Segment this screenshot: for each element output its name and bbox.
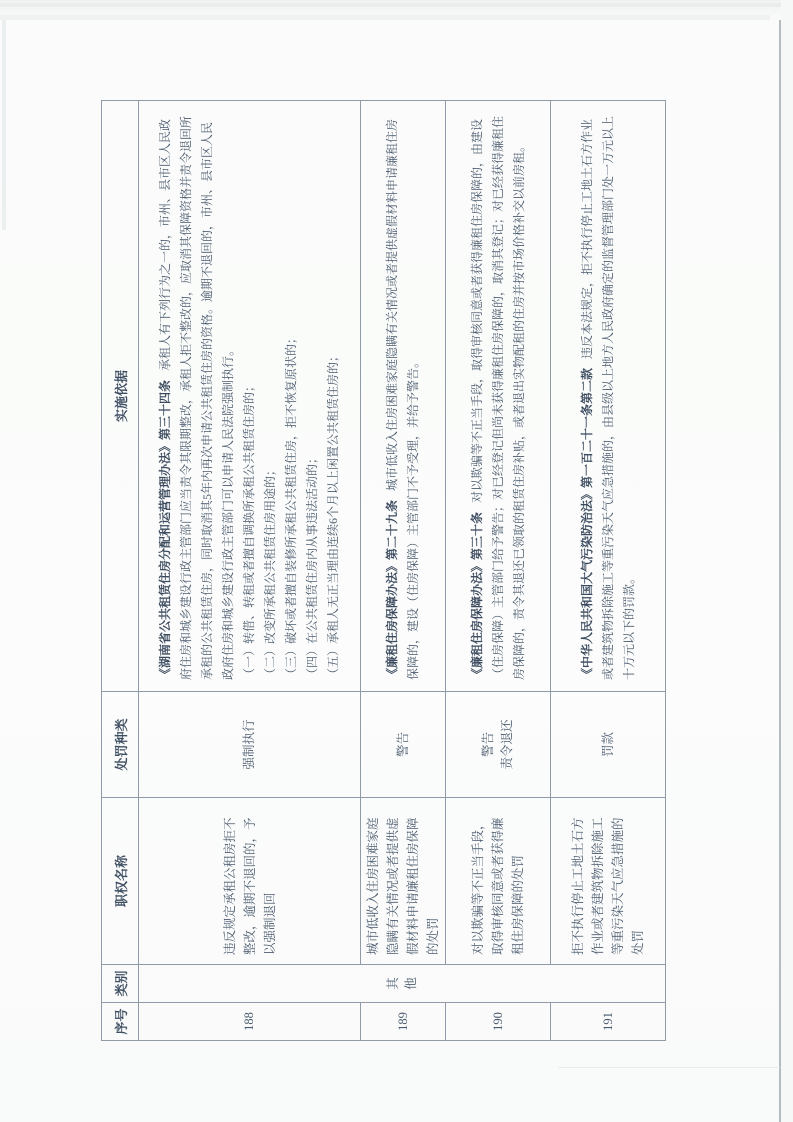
row-189-authority: 城市低收入住房困难家庭隐瞒有关情况或者提供虚假材料申请廉租住房保障的处罚 [361, 798, 446, 965]
category-cell [139, 965, 666, 1003]
table-row [446, 101, 551, 1041]
law-citation: 《湖南省公共租赁住房分配和运营管理办法》第三十四条 [158, 379, 172, 680]
row-189-penalty: 警告 [361, 692, 446, 798]
row-190-basis: 《廉租住房保障办法》第三十条对以欺骗等不正当手段，取得审核同意或者获得廉租住房保障的，由建设（住房保障）主管部门给予警告；对已经登记但尚未获得廉租住房保障的，取消其登记；对已经获得廉租住房保障的，责令其退还已领取的租赁住房补贴，或者退出实物配租的住房并按市场价格补交以前房租。 [446, 101, 551, 692]
row-190-serial: 190 [446, 1003, 551, 1041]
scan-faint-rule [558, 1067, 780, 1068]
header-serial-number: 序号 [102, 1003, 139, 1041]
scan-edge-line [779, 20, 781, 1122]
basis-item: （二）改变所承租公共租赁住房用途的； [263, 463, 277, 680]
basis-item: （三）破坏或者擅自装修所承租公共租赁住房，拒不恢复原状的； [284, 331, 298, 680]
scan-smudge-left [2, 20, 6, 230]
basis-item: （五）承租人无正当理由连续6个月以上闲置公共租赁住房的； [326, 349, 340, 680]
header-penalty-type: 处罚种类 [102, 692, 139, 798]
row-191-basis: 《中华人民共和国大气污染防治法》第一百二十一条第二款违反本法规定，拒不执行停止工地土石方作业或者建筑物拆除施工等重污染天气应急措施的，由县级以上地方人民政府确定的监督管理部门处一万元以上十万元以下的罚款。 [551, 101, 666, 692]
category-char: 他 [404, 977, 418, 990]
category-char: 其 [386, 977, 400, 990]
header-implementation-basis: 实施依据 [102, 101, 139, 692]
row-189-serial: 189 [361, 1003, 446, 1041]
scan-streak-top [0, 15, 770, 20]
row-190-authority: 对以欺骗等不正当手段，取得审核同意或者获得廉租住房保障的处罚 [446, 798, 551, 965]
row-189-basis: 《廉租住房保障办法》第二十九条城市低收入住房困难家庭隐瞒有关情况或者提供虚假材料申请廉租住房保障的，建设（住房保障）主管部门不予受理，并给予警告。 [361, 101, 446, 692]
row-188-serial: 188 [139, 1003, 361, 1041]
row-188-basis: 《湖南省公共租赁住房分配和运营管理办法》第三十四条承租人有下列行为之一的，市州、县市区人民政府住房和城乡建设行政主管部门应当责令其限期整改，承租人拒不整改的，应取消其保障资格并责令退回所承租的公共租赁住房，同时取消其5年内再次申请公共租赁住房的资格。逾期不退回的，市州、县市区人民政府住房和城乡建设行政主管部门可以申请人民法院强制执行。 （一）转借、转租或者擅自调换所承租公共租赁住房的； （二）改变所承租公共租赁住房用途的； （三）破坏或者擅自装修所承租公共租赁住房，拒不恢复原状的； （四）在公共租赁住房内从事违法活动的； （五）承租人无正当理由连续6个月以上闲置公共租赁住房的； [139, 101, 361, 692]
law-citation: 《廉租住房保障办法》第三十条 [469, 511, 484, 680]
table-row [551, 101, 666, 1041]
law-citation: 《廉租住房保障办法》第二十九条 [385, 499, 399, 680]
table-row [139, 101, 361, 1041]
row-190-penalty: 警告 责令退还 [446, 692, 551, 798]
scan-streak-top [0, 3, 793, 7]
rotated-table-container [101, 101, 653, 1041]
row-191-penalty: 罚款 [551, 692, 666, 798]
table-header-row [102, 101, 139, 1041]
basis-item: （四）在公共租赁住房内从事违法活动的； [305, 451, 319, 680]
law-citation: 《中华人民共和国大气污染防治法》第一百二十一条第二款 [579, 367, 594, 680]
row-188-penalty: 强制执行 [139, 692, 361, 798]
row-188-authority: 违反规定承租公租房拒不整改，逾期不退回的，予以强制退回 [139, 798, 361, 965]
basis-item: （一）转借、转租或者擅自调换所承租公共租赁住房的； [242, 379, 256, 680]
table-row [361, 101, 446, 1041]
row-191-serial: 191 [551, 1003, 666, 1041]
header-category: 类别 [102, 965, 139, 1003]
scan-edge-margin [781, 0, 793, 1122]
header-authority-name: 职权名称 [102, 798, 139, 965]
row-191-authority: 拒不执行停止工地土石方作业或者建筑物拆除施工等重污染天气应急措施的处罚 [551, 798, 666, 965]
penalty-authority-table [101, 100, 666, 1041]
